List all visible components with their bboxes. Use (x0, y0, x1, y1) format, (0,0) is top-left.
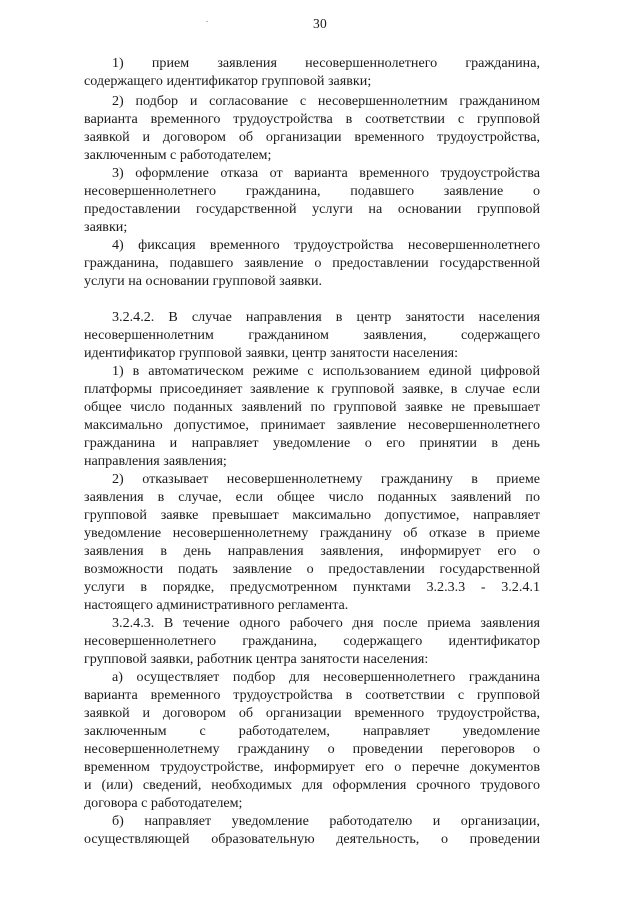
text-line: общее число поданных заявлений по групповой заявке не превышает (84, 399, 540, 415)
text-line: временном трудоустройстве, информирует его о перечне документов (84, 759, 540, 775)
text-line: настоящего административного регламента. (84, 597, 349, 613)
text-line: и (или) сведений, необходимых для оформления срочного трудового (84, 777, 540, 793)
text-line: б) направляет уведомление работодателю и организации, (112, 813, 540, 829)
page-number: 30 (313, 16, 327, 31)
text-line: несовершеннолетнему гражданину о проведении переговоров о (84, 741, 540, 757)
text-line: варианта временного трудоустройства в соответствии с групповой (84, 687, 540, 703)
text-line: 4) фиксация временного трудоустройства несовершеннолетнего (112, 237, 540, 253)
text-line: 3) оформление отказа от варианта временного трудоустройства (112, 165, 540, 181)
text-line: 2) подбор и согласование с несовершеннолетним гражданином (112, 93, 540, 109)
text-line: идентификатор групповой заявки, центр занятости населения: (84, 345, 459, 361)
text-line: предоставлении государственной услуги на основании групповой (84, 201, 540, 217)
text-line: возможности подать заявление о предоставлении государственной (84, 561, 540, 577)
text-line: направления заявления; (84, 453, 227, 469)
text-line: заявкой и договором об организации временного трудоустройства, (84, 129, 540, 145)
text-line: заявки; (84, 219, 128, 235)
text-line: 2) отказывает несовершеннолетнему гражданину в приеме (112, 471, 540, 487)
text-line: гражданина и направляет уведомление о его принятии в день (84, 435, 540, 451)
text-line: услуги на основании групповой заявки. (84, 273, 323, 289)
text-line: 3.2.4.3. В течение одного рабочего дня после приема заявления (112, 615, 540, 631)
text-line: содержащего идентификатор групповой заявки; (84, 73, 372, 89)
text-line: а) осуществляет подбор для несовершеннолетнего гражданина (112, 669, 540, 685)
text-line: заявления в день направления заявления, информирует его о (84, 543, 540, 559)
scan-mark (206, 21, 208, 22)
text-line: уведомление несовершеннолетнему гражданину об отказе в приеме (84, 525, 540, 541)
text-line: осуществляющей образовательную деятельность, о проведении (84, 831, 540, 847)
text-line: договора с работодателем; (84, 795, 243, 811)
text-line: несовершеннолетнего гражданина, подавшего заявление о (84, 183, 540, 199)
text-line: 3.2.4.2. В случае направления в центр занятости населения (112, 309, 540, 325)
text-line: групповой заявки, работник центра занятости населения: (84, 651, 429, 667)
text-line: заключенным с работодателем; (84, 147, 272, 163)
text-line: 1) в автоматическом режиме с использованием единой цифровой (112, 363, 540, 379)
text-line: услуги в порядке, предусмотренном пунктами 3.2.3.3 - 3.2.4.1 (84, 579, 540, 595)
text-line: платформы присоединяет заявление к групповой заявке, в случае если (84, 381, 540, 397)
text-line: несовершеннолетним гражданином заявления, содержащего (84, 327, 540, 343)
text-line: 1) прием заявления несовершеннолетнего гражданина, (112, 55, 540, 71)
text-line: групповой заявке превышает максимально допустимое, направляет (84, 507, 540, 523)
text-line: заявкой и договором об организации временного трудоустройства, (84, 705, 540, 721)
text-line: гражданина, подавшего заявление о предоставлении государственной (84, 255, 540, 271)
text-line: максимально допустимое, принимает заявление несовершеннолетнего (84, 417, 540, 433)
text-line: заключенным с работодателем, направляет уведомление (84, 723, 540, 739)
text-line: несовершеннолетнего гражданина, содержащего идентификатор (84, 633, 540, 649)
text-line: варианта временного трудоустройства в соответствии с групповой (84, 111, 540, 127)
text-line: заявления в случае, если общее число поданных заявлений по (84, 489, 540, 505)
